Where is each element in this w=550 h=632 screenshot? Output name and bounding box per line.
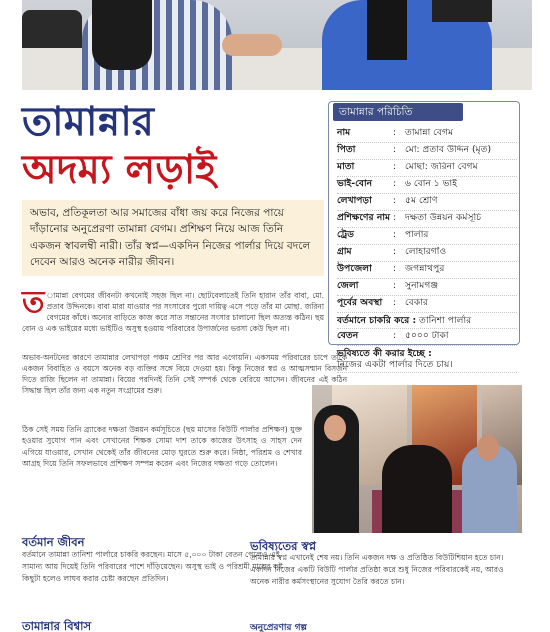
story-paragraph-1-text: ামান্না বেগমের জীবনটা কখনোই সহজ ছিল না। ছোটবেলাতেই তিনি হারান তাঁর বাবা, মো. প্রতাব উদ্দিনকে। বাবা মারা যাওয়ার পর সংসারের পুরো দায়িত্ব এসে পড়ে তাঁর মা মোছা. জরিনা বেগমের কাঁধে। অন্যের বাড়িতে কাজ করে সাত সন্তানের সংসার চালানো ছিল অত্যন্ত কঠিন। ছয় বোন ও এক ভাইয়ের মধ্যে ভাইটিও অসুস্থ হওয়ায় পরিবারের উপার্জনের ভরসা কেউ ছিল না।	[22, 291, 324, 334]
present-heading: বর্তমান জীবন	[22, 535, 85, 549]
colon: :	[393, 144, 397, 155]
profile-future-value: নিজের একটা পার্লার দিতে চায়।	[337, 359, 453, 371]
story-paragraph-1	[22, 285, 324, 348]
headline-line2: অদম্য লড়াই	[22, 146, 217, 193]
profile-row-salary	[337, 329, 517, 346]
profile-row	[337, 279, 517, 296]
salon-photo	[312, 385, 522, 533]
profile-value: ৬ বোন ১ ভাই	[405, 179, 457, 189]
profile-value: জগন্নাথপুর	[405, 264, 445, 274]
profile-card	[328, 101, 520, 371]
photo-box	[432, 0, 492, 22]
profile-future	[337, 346, 517, 373]
profile-job-label: বর্তমানে চাকরি করে :	[337, 315, 417, 326]
profile-row	[337, 211, 517, 228]
future-heading: ভবিষ্যতের স্বপ্ন	[250, 539, 317, 553]
colon: :	[393, 161, 397, 172]
photo-hands	[222, 34, 282, 56]
story-paragraph-3: ঠিক সেই সময় তিনি ব্র্যাকের দক্ষতা উন্নয়ন কর্মসূচিতে (ছয় মাসের বিউটি পার্লার প্রশিক্ষণ) যুক্ত হওয়ার সুযোগ পান এবং সেখানের শিক্ষক সোমা দাশ তাকে কাজের উৎসাহ ও সাহস দেন এগিয়ে যাওয়ার, সেখান থেকেই তাঁর জীবনের মোড় ঘুরতে শুরু করে। নিষ্ঠা, পরিশ্রম ও শেখার আগ্রহ দিয়ে তিনি সফলভাবে প্রশিক্ষণ সম্পন্ন করেন এবং নিজের দক্ষতা গড়ে তোলেন।	[22, 425, 302, 469]
profile-key: জেলা	[337, 280, 359, 291]
profile-row	[337, 160, 517, 177]
faith-heading: তামান্নার বিশ্বাস	[22, 619, 92, 632]
profile-row	[337, 177, 517, 194]
profile-row	[337, 296, 517, 313]
profile-job	[337, 313, 517, 329]
profile-row	[337, 143, 517, 160]
profile-row	[337, 126, 517, 143]
inspiration-heading: অনুপ্রেরণার গল্প	[250, 623, 307, 632]
colon: :	[393, 263, 397, 274]
profile-title: তামান্নার পরিচিতি	[333, 103, 463, 121]
profile-value: মো: প্রতাব উদ্দিন (মৃত)	[405, 145, 492, 155]
story-paragraph-2: অভাব-অনটনের কারণে তামান্নার লেখাপড়া পঞ্চম শ্রেণির পর আর এগোয়নি। একসময় পরিবারের চাপে তাঁকে একজন বিবাহিত ও বয়সে অনেক বড় ব্যক্তির সঙ্গে বিয়ে দেওয়া হয়। কিন্তু নিজের স্বপ্ন ও আত্মসম্মান বিসর্জন দিতে রাজি ছিলেন না তামান্না। বিয়ের পরদিনই তিনি সেই সম্পর্ক থেকে বেরিয়ে আসেন। জীবনের এই কঠিন সিদ্ধান্ত ছিল তাঁর জন্য এক নতুন সংগ্রামের শুরু।	[22, 353, 347, 396]
profile-key: লেখাপড়া	[337, 195, 372, 206]
profile-key: গ্রাম	[337, 246, 352, 257]
profile-key: পিতা	[337, 144, 356, 155]
profile-key: ট্রেড	[337, 229, 355, 240]
colon: :	[393, 330, 397, 342]
profile-row	[337, 194, 517, 211]
profile-value: লোহারগাঁও	[405, 247, 447, 257]
profile-key: পূর্বের অবস্থা	[337, 297, 383, 308]
profile-key: বেতন	[337, 330, 359, 342]
profile-value: দক্ষতা উন্নয়ন কর্মসূচি	[405, 213, 482, 223]
profile-rows	[337, 126, 517, 373]
intro-box: অভাব, প্রতিকূলতা আর সমাজের বাঁধা জয় করে নিজের পায়ে দাঁড়ানোর অনুপ্রেরণা তামান্না বেগম। প্রশিক্ষণ নিয়ে আজ তিনি একজন স্বাবলম্বী নারী। তাঁর স্বপ্ন—একদিন নিজের পার্লার দিয়ে বদলে দেবেন আরও অনেক নারীর জীবন।	[22, 200, 324, 276]
photo-client-hair	[367, 0, 407, 60]
colon: :	[393, 229, 397, 240]
profile-row	[337, 262, 517, 279]
profile-key: মাতা	[337, 161, 355, 172]
profile-row	[337, 228, 517, 245]
photo-person	[382, 445, 452, 533]
headline-line1: তামান্নার	[22, 98, 154, 145]
profile-value: ৫০০০ টাকা	[405, 331, 449, 342]
top-photo	[22, 0, 532, 90]
photo-face	[324, 415, 346, 441]
profile-value: সুনামগঞ্জ	[405, 281, 439, 291]
colon: :	[393, 297, 397, 308]
present-body: বর্তমানে তামান্না তানিশা পার্লারে চাকরি করছেন। মাসে ৫,০০০ টাকা বেতন পেলেও এই সামান্য আয় দিয়েই তিনি পরিবারের পাশে দাঁড়িয়েছেন। অসুস্থ ভাই ও পরিশ্রমী মায়ের কষ্ট কিছুটা হলেও লাঘব করার চেষ্টা করছেন প্রতিদিন।	[22, 550, 283, 583]
profile-key: উপজেলা	[337, 263, 372, 274]
future-body: তামান্নার স্বপ্ন এখানেই শেষ নয়। তিনি একজন দক্ষ ও প্রতিষ্ঠিত বিউটিশিয়ান হতে চান। একদিন নিজের একটি বিউটি পার্লার প্রতিষ্ঠা করে শুধু নিজের পরিবারকেই নয়, আরও অনেক নারীর কর্মসংস্থানের সুযোগ তৈরি করতে চান।	[250, 553, 504, 586]
photo-trainee-hair	[92, 0, 152, 70]
profile-key: ভাই-বোন	[337, 178, 373, 189]
profile-value: তামান্না বেগম	[405, 128, 454, 138]
profile-key: প্রশিক্ষণের নাম	[337, 212, 391, 223]
profile-key: নাম	[337, 127, 351, 138]
profile-value: বেকার	[405, 298, 428, 308]
dropcap: ত	[22, 285, 45, 320]
profile-value: ৫ম শ্রেণি	[405, 196, 438, 206]
profile-job-value: তানিশা পার্লার	[419, 315, 472, 326]
headline	[22, 100, 322, 192]
colon: :	[393, 195, 397, 206]
colon: :	[393, 127, 397, 138]
colon: :	[393, 280, 397, 291]
colon: :	[393, 212, 397, 223]
photo-face	[477, 435, 499, 461]
colon: :	[393, 178, 397, 189]
colon: :	[393, 246, 397, 257]
profile-row	[337, 245, 517, 262]
profile-value: পার্লার	[405, 230, 429, 240]
profile-future-label: ভবিষ্যতে কী করার ইচ্ছে :	[337, 348, 432, 360]
profile-value: মোছা: জরিনা বেগম	[405, 162, 478, 172]
